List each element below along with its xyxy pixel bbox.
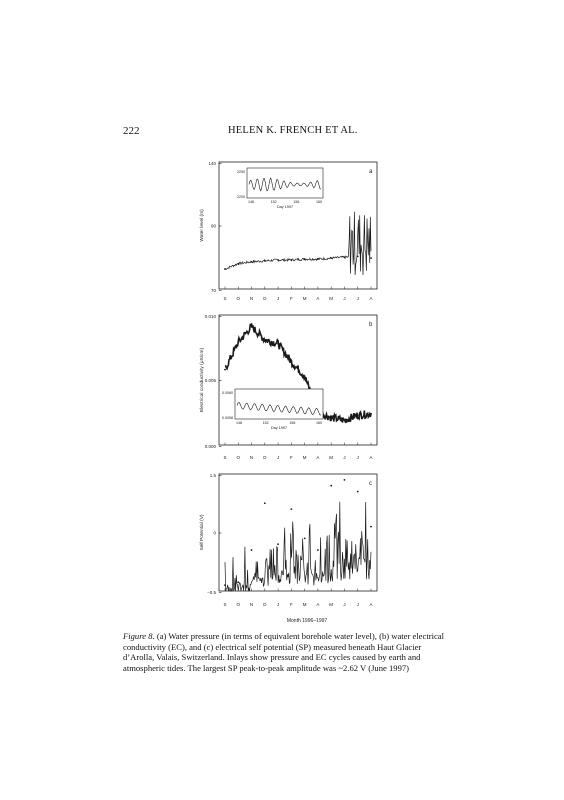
panel-b-ylabel: Electrical conductivity (μS/cm): [200, 347, 205, 413]
panel-a-inset-ytick: 2200: [237, 195, 245, 199]
panel-a-inset-xtick: 148: [248, 200, 254, 204]
panel-a-month-label: D: [263, 296, 267, 301]
panel-a-month-label: O: [236, 296, 241, 301]
panel-c-ytick-label: 1.5: [209, 473, 216, 478]
panel-b-ytick-label: 0.005: [204, 378, 216, 383]
figure-xlabel: Month 1996–1997: [286, 618, 328, 624]
panel-a-inset-xtick: 160: [316, 200, 322, 204]
panel-a-month-label: S: [223, 296, 227, 301]
panel-c-data-point: [237, 581, 239, 583]
figure-8: [195, 152, 395, 630]
panel-b-month-label: F: [289, 455, 293, 460]
panel-b-month-label: M: [329, 455, 334, 460]
figure-caption: [123, 631, 453, 673]
panel-c-ylabel: Self Potential (V): [200, 514, 205, 551]
panel-c-data-point: [277, 543, 279, 545]
panel-c-data-point: [330, 485, 332, 487]
panel-a-month-label: A: [369, 296, 373, 301]
panel-a-month-label: M: [329, 296, 334, 301]
panel-c-month-label: J: [276, 602, 280, 607]
panel-c-month-label: S: [223, 602, 227, 607]
panel-b-inset-xtick: 156: [289, 421, 296, 425]
panel-a-inset-xlabel: Day 1997: [276, 205, 294, 209]
panel-b-month-label: J: [343, 455, 346, 460]
panel-c-month-label: J: [343, 602, 346, 607]
panel-a-ytick-label: 70: [210, 288, 216, 293]
panel-c-month-label: M: [329, 602, 334, 607]
panel-c-data-point: [317, 549, 319, 551]
panel-b-ytick-label: 0.000: [204, 444, 216, 449]
panel-a-ytick-label: 90: [210, 223, 216, 229]
panel-c-month-label: N: [249, 602, 254, 607]
panel-c-month-label: O: [236, 602, 241, 607]
panel-b-inset-ytick: 0.0058: [222, 416, 233, 420]
panel-a-month-label: N: [249, 296, 254, 301]
panel-b-month-label: M: [302, 455, 307, 460]
running-head: HELEN K. FRENCH ET AL.: [228, 125, 358, 136]
panel-a-month-label: A: [316, 296, 320, 301]
panel-b-month-label: A: [369, 455, 373, 460]
panel-b-frame: [219, 315, 377, 445]
panel-a-month-label: J: [356, 296, 359, 301]
panel-c-data-point: [264, 502, 266, 504]
panel-b-inset-xtick: 148: [236, 421, 242, 425]
panel-b-inset-frame: [235, 389, 323, 419]
panel-a-data-point: [370, 257, 372, 259]
panel-b-month-label: A: [316, 455, 320, 460]
panel-b-month-label: D: [263, 455, 267, 460]
panel-c-ytick-label: 0: [213, 530, 216, 536]
panel-a-inset-ytick: 2250: [237, 170, 245, 174]
panel-a-inset-xtick: 152: [270, 200, 277, 204]
figure-8-plots: [195, 152, 395, 630]
panel-a-ylabel: Water level (m): [200, 209, 205, 242]
panel-c-month-label: D: [263, 602, 267, 607]
panel-b-ytick-label: 0.010: [204, 314, 216, 319]
panel-c-month-label: J: [356, 602, 359, 607]
panel-c-month-label: F: [289, 602, 293, 607]
panel-c-data-point: [344, 479, 346, 481]
panel-b-inset-xtick: 152: [262, 421, 269, 425]
panel-a-ytick-label: 140: [208, 161, 216, 166]
panel-c-frame: [219, 474, 377, 591]
panel-a-month-label: M: [302, 296, 307, 301]
panel-c-series-line: [225, 502, 371, 591]
panel-b-month-label: S: [223, 455, 227, 460]
caption-text: (a) Water pressure (in terms of equivalent borehole water level), (b) water electrical conductivity (EC), and (c) electrical self potential (SP) measured beneath Haut Glacier d’Arolla, Valais, Switzerland. Inlays show pressure and EC cycles caused by earth and atmospheric tides. The largest SP peak-to-peak amplitude was ~2.62 V (June 1997): [123, 631, 444, 673]
panel-c-month-label: A: [369, 602, 373, 607]
panel-c-data-point: [370, 526, 372, 528]
panel-a-series-line: [225, 212, 371, 275]
panel-b-inset-xlabel: Day 1997: [270, 426, 288, 430]
panel-b-panel-label: b: [369, 322, 373, 328]
panel-c-data-point: [251, 549, 253, 551]
panel-c-month-label: M: [302, 602, 307, 607]
panel-a-month-label: J: [276, 296, 280, 301]
panel-c-panel-label: c: [369, 481, 372, 487]
panel-b-data-point: [224, 369, 226, 371]
panel-b-month-label: J: [276, 455, 280, 460]
panel-b-inset-ytick: 0.0060: [222, 391, 233, 395]
panel-b-month-label: N: [249, 455, 254, 460]
panel-c-month-label: A: [316, 602, 320, 607]
panel-a-month-label: F: [289, 296, 293, 301]
panel-b-inset-xtick: 160: [316, 421, 322, 425]
page-number: 222: [123, 125, 140, 137]
panel-c-data-point: [290, 508, 292, 510]
figure-label: Figure 8.: [123, 631, 155, 641]
panel-c-data-point: [357, 491, 359, 493]
panel-a-month-label: J: [343, 296, 346, 301]
panel-a-inset-xtick: 156: [293, 200, 300, 204]
panel-b-month-label: J: [356, 455, 359, 460]
panel-a-panel-label: a: [369, 169, 373, 175]
panel-b-month-label: O: [236, 455, 241, 460]
panel-c-data-point: [304, 537, 306, 539]
panel-c-ytick-label: −0.5: [207, 590, 216, 595]
